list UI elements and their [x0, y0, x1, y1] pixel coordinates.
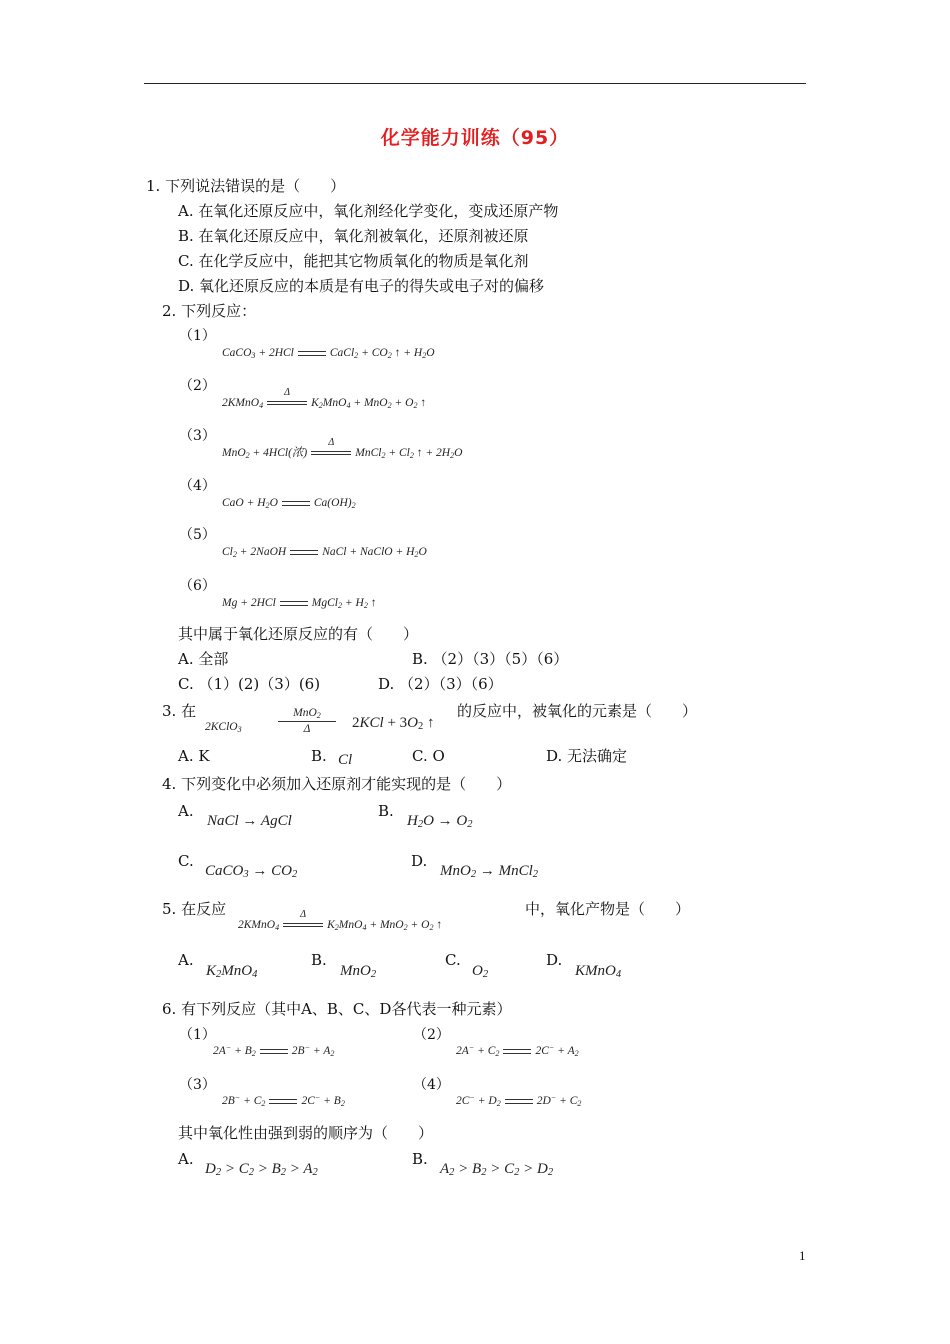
q5-equation: 2KMnO$_4$ Δ $K_2MnO_4 + MnO_2 + O_2$ ↑	[238, 909, 443, 932]
q2-label-1: （1）	[179, 328, 216, 344]
q6-stem: 6. 有下列反应（其中A、B、C、D各代表一种元素）	[162, 1000, 512, 1018]
q5-stem-prefix: 5. 在反应	[162, 900, 227, 918]
q5-stem-suffix: 中，氧化产物是（ ）	[525, 900, 691, 918]
q4-option-c: CaCO$_3$ → $CO_2$	[205, 863, 298, 880]
q4-option-a: NaCl → AgCl	[207, 813, 292, 829]
q5-option-c: $O_2$	[472, 963, 489, 980]
q6-equation-4: $2C^- + D_2$ $2D^- + C_2$	[456, 1093, 582, 1108]
q5-option-b-label: B.	[311, 951, 327, 969]
q6-label-4: （4）	[413, 1077, 450, 1093]
q4-option-d-label: D.	[411, 852, 428, 870]
q2-option-a: A. 全部	[178, 650, 229, 668]
q6-option-a-label: A.	[178, 1150, 194, 1168]
header-rule	[144, 83, 806, 84]
q1-option-c: C. 在化学反应中，能把其它物质氧化的物质是氧化剂	[178, 252, 529, 270]
q2-equation-1: CaCO$_3$ + 2HCl CaCl$_2$ + $CO_2$ ↑ + $H_2O$	[222, 347, 435, 360]
q3-option-d: D. 无法确定	[546, 747, 628, 765]
q5-option-d-label: D.	[546, 951, 563, 969]
q5-option-d: KMnO$_4$	[575, 963, 622, 980]
q2-label-5: （5）	[179, 527, 216, 543]
q3-products: $2KCl + 3O_2$ ↑	[352, 715, 435, 732]
q6-equation-3: $2B^- + C_2$ $2C^- + B_2$	[222, 1093, 345, 1108]
q2-question: 其中属于氧化还原反应的有（ ）	[178, 625, 419, 643]
q3-condition: MnO$_2$ Δ	[278, 706, 336, 736]
q2-label-3: （3）	[179, 428, 216, 444]
q3-option-c: C. O	[412, 747, 445, 765]
q6-equation-1: $2A^- + B_2$ $2B^- + A_2$	[213, 1043, 335, 1058]
q6-option-b-label: B.	[412, 1150, 428, 1168]
q2-stem: 2. 下列反应：	[162, 302, 257, 320]
q6-equation-2: $2A^- + C_2$ $2C^- + A_2$	[456, 1043, 579, 1058]
q2-equation-2: 2KMnO$_4$ Δ $K_2MnO_4 + MnO_2 + O_2$ ↑	[222, 387, 427, 410]
heat-symbol: Δ	[303, 723, 311, 735]
q2-label-6: （6）	[179, 578, 216, 594]
heat-symbol: Δ	[328, 437, 335, 448]
q3-stem-suffix: 的反应中，被氧化的元素是（ ）	[457, 702, 698, 720]
q6-question: 其中氧化性由强到弱的顺序为（ ）	[178, 1124, 434, 1142]
q6-label-3: （3）	[179, 1077, 216, 1093]
q3-option-b: B.	[311, 747, 327, 765]
q1-option-b: B. 在氧化还原反应中，氧化剂被氧化，还原剂被还原	[178, 227, 529, 245]
q6-label-1: （1）	[179, 1027, 216, 1043]
q3-option-a: A. K	[178, 747, 210, 765]
page-title: 化学能力训练（95）	[380, 127, 570, 149]
q5-option-a: $K_2MnO_4$	[206, 963, 258, 980]
q4-stem: 4. 下列变化中必须加入还原剂才能实现的是（ ）	[162, 775, 512, 793]
q2-label-4: （4）	[179, 478, 216, 494]
heat-symbol: Δ	[300, 909, 307, 920]
q6-option-a: $D_2 > C_2 > B_2 > A_2$	[205, 1161, 318, 1178]
q4-option-b: $H_2O \to O_2$	[407, 813, 473, 830]
q1-option-d: D. 氧化还原反应的本质是有电子的得失或电子对的偏移	[178, 277, 545, 295]
q6-label-2: （2）	[413, 1027, 450, 1043]
q5-option-a-label: A.	[178, 951, 194, 969]
q4-option-b-label: B.	[378, 802, 394, 820]
heat-symbol: Δ	[284, 387, 291, 398]
q2-option-b: B. （2）（3）（5）（6）	[412, 650, 569, 668]
q2-label-2: （2）	[179, 378, 216, 394]
page-number: 1	[799, 1248, 806, 1263]
q4-option-c-label: C.	[178, 852, 194, 870]
q3-stem-prefix: 3. 在	[162, 702, 197, 720]
q2-equation-3: MnO$_2$ + 4HCl(浓) Δ MnCl$_2$ + $Cl_2$ ↑ + $2H_2O$	[222, 437, 463, 460]
q1-stem: 1. 下列说法错误的是（ ）	[146, 177, 346, 195]
q4-option-a-label: A.	[178, 802, 194, 820]
q2-equation-4: CaO + $H_2O$ $Ca(OH)_2$	[222, 497, 356, 510]
q2-equation-6: Mg + 2HCl MgCl$_2$ + $H_2$ ↑	[222, 597, 377, 610]
q3-option-b-value: Cl	[338, 752, 353, 768]
q3-reactant: 2KClO$_3$	[205, 721, 242, 734]
q2-option-d: D. （2）（3）（6）	[378, 675, 503, 693]
q4-option-d: MnO$_2$ → MnCl$_2$	[440, 863, 538, 880]
q2-option-c: C. （1）(2)（3）(6)	[178, 675, 321, 693]
q2-equation-5: $Cl_2$ + 2NaOH NaCl + NaClO + $H_2O$	[222, 546, 427, 559]
q6-option-b: $A_2 > B_2 > C_2 > D_2$	[440, 1161, 554, 1178]
q5-option-c-label: C.	[445, 951, 461, 969]
q1-option-a: A. 在氧化还原反应中，氧化剂经化学变化，变成还原产物	[178, 202, 559, 220]
q5-option-b: MnO$_2$	[340, 963, 377, 980]
